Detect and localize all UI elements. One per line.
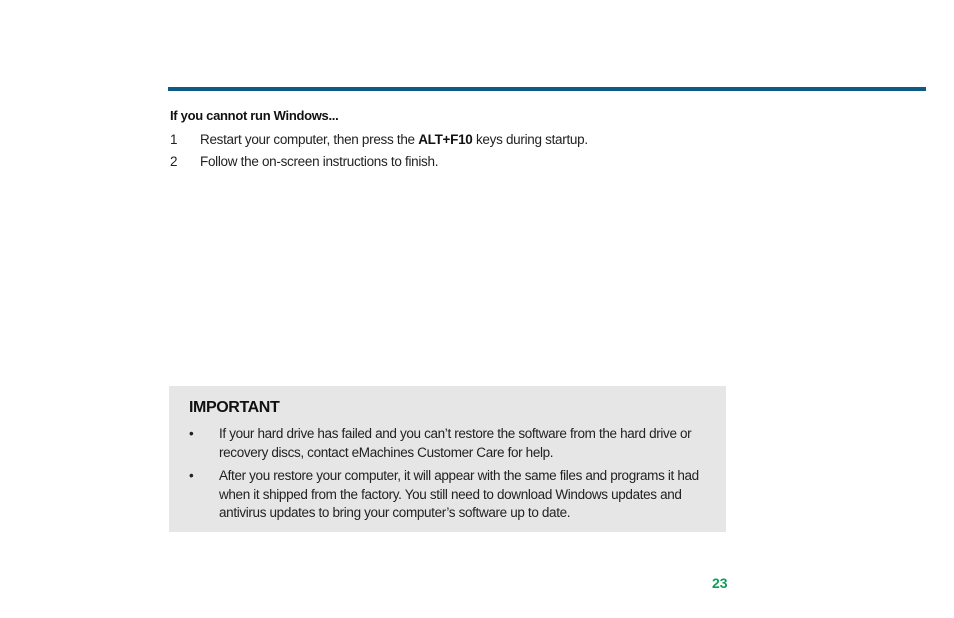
list-item-text: If your hard drive has failed and you can’t restore the software from the hard drive or recovery discs, contact eMachines Customer Care for help. — [219, 426, 692, 460]
bullet-icon: • — [189, 468, 194, 483]
list-item-text: After you restore your computer, it will appear with the same files and programs it had when it shipped from the factory. You still need to download Windows updates and antivirus updates to bring your computer’s software up to date. — [219, 468, 699, 520]
header-rule — [168, 87, 926, 91]
list-item — [189, 467, 709, 523]
step-text-after: keys during startup. — [472, 132, 588, 147]
important-list — [189, 425, 709, 528]
step-text: Follow the on-screen instructions to finish. — [200, 154, 439, 169]
important-box — [169, 386, 726, 532]
step-number: 1 — [170, 132, 178, 147]
step-text-before: Restart your computer, then press the — [200, 132, 419, 147]
section-heading: If you cannot run Windows... — [170, 108, 339, 123]
key-combo: ALT+F10 — [418, 132, 473, 147]
bullet-icon: • — [189, 426, 194, 441]
page-number: 23 — [712, 575, 728, 591]
step-text — [200, 131, 588, 149]
list-item — [189, 425, 709, 462]
important-title: IMPORTANT — [189, 399, 280, 416]
step-number: 2 — [170, 154, 178, 169]
